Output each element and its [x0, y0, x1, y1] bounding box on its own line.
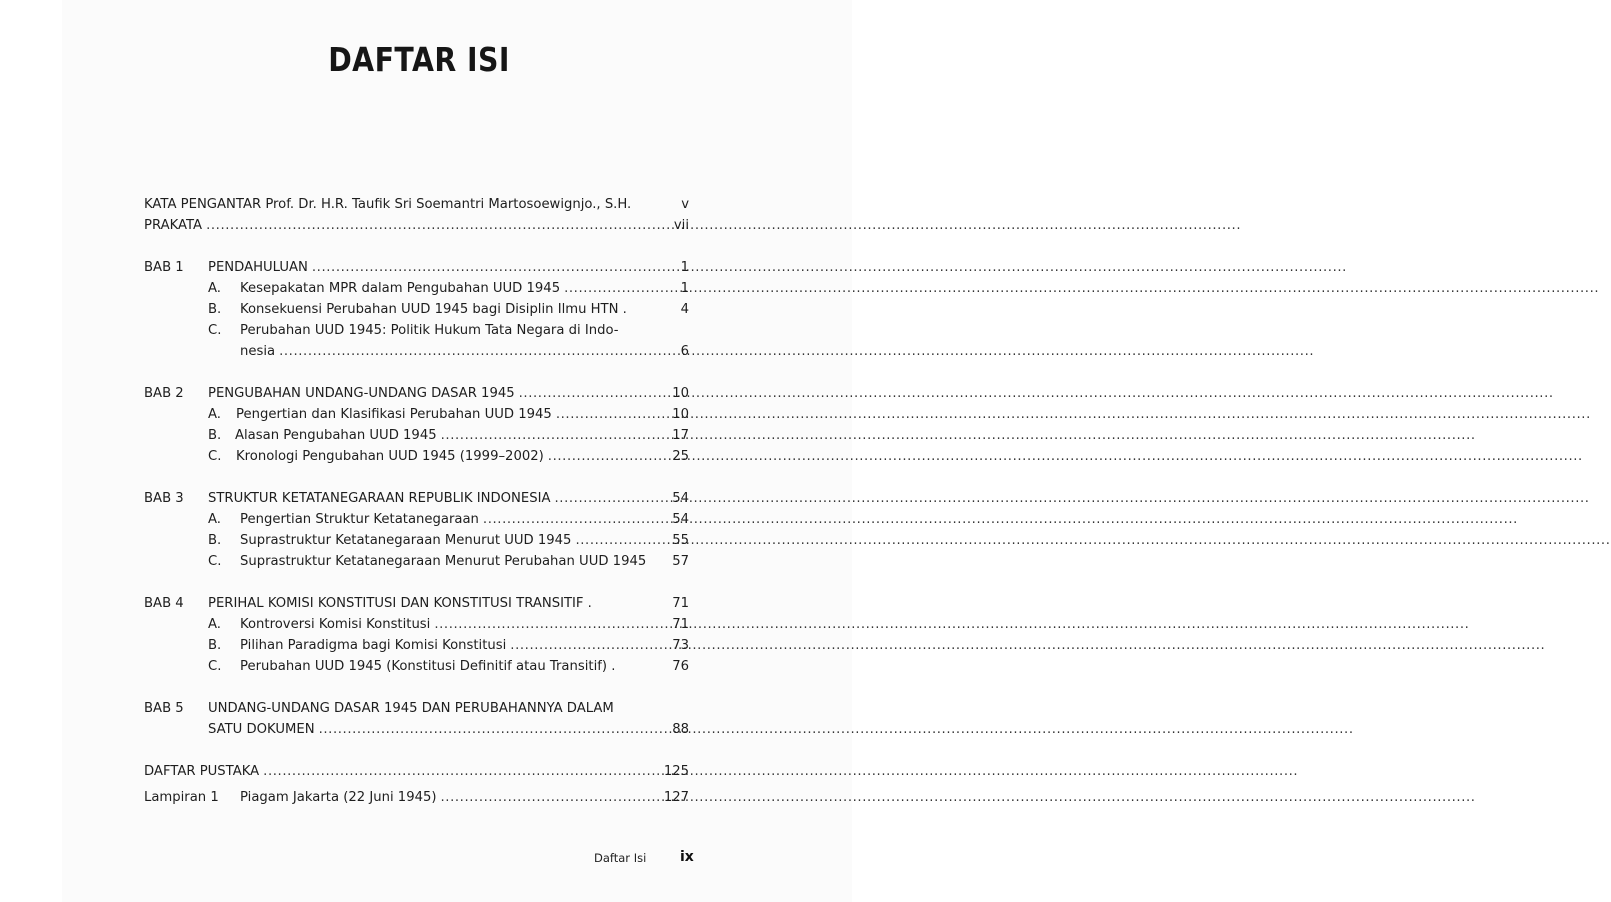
toc-page-number: 54: [672, 491, 689, 506]
section-title: Kontroversi Komisi Konstitusi: [240, 617, 431, 632]
dot-leader: [434, 615, 659, 635]
toc-chapter-bab-3[interactable]: [144, 489, 689, 509]
toc-page-number: 25: [672, 449, 689, 464]
dot-leader: [564, 279, 659, 299]
dot-leader: [519, 384, 659, 404]
toc-page-number: 71: [672, 617, 689, 632]
chapter-title: PENGUBAHAN UNDANG-UNDANG DASAR 1945: [208, 386, 515, 401]
chapter-title: PERIHAL KOMISI KONSTITUSI DAN KONSTITUSI TRANSITIF .: [208, 596, 592, 611]
toc-page-number: 127: [663, 790, 689, 805]
appendix-title: Piagam Jakarta (22 Juni 1945): [240, 790, 437, 805]
toc-entry-label: KATA PENGANTAR Prof. Dr. H.R. Taufik Sri Soemantri Martosoewignjo., S.H.: [144, 197, 632, 212]
toc-chapter-bab-5-continuation[interactable]: [144, 720, 689, 740]
chapter-number: BAB 1: [144, 260, 184, 275]
chapter-number: BAB 4: [144, 596, 184, 611]
section-letter: A.: [208, 407, 221, 422]
toc-page-number: 73: [672, 638, 689, 653]
section-title: Perubahan UUD 1945 (Konstitusi Definitif atau Transitif) .: [240, 659, 616, 674]
toc-page-number: 55: [672, 533, 689, 548]
section-letter: C.: [208, 659, 222, 674]
chapter-number: BAB 2: [144, 386, 184, 401]
toc-chapter-bab-4[interactable]: [144, 594, 689, 614]
toc-section[interactable]: [144, 279, 689, 299]
dot-leader: [441, 426, 659, 446]
toc-page-number: 1: [680, 260, 689, 275]
section-letter: C.: [208, 554, 222, 569]
section-letter: C.: [208, 323, 222, 338]
appendix-label: Lampiran 1: [144, 790, 219, 805]
toc-page-number: 88: [672, 722, 689, 737]
chapter-number: BAB 3: [144, 491, 184, 506]
folio-page-number: ix: [680, 849, 694, 865]
toc-section[interactable]: [144, 321, 689, 341]
toc-page-number: 125: [663, 764, 689, 779]
toc-page-number: 10: [672, 386, 689, 401]
toc-section[interactable]: [144, 426, 689, 446]
dot-leader: [548, 447, 659, 467]
dot-leader: [555, 489, 659, 509]
section-title: Pengertian dan Klasifikasi Perubahan UUD 1945: [236, 407, 552, 422]
toc-chapter-bab-5[interactable]: [144, 699, 689, 719]
chapter-title: UNDANG-UNDANG DASAR 1945 DAN PERUBAHANNYA DALAM: [208, 701, 614, 716]
section-title: Pengertian Struktur Ketatanegaraan: [240, 512, 479, 527]
section-letter: C.: [208, 449, 222, 464]
toc-chapter-bab-1[interactable]: [144, 258, 689, 278]
section-letter: B.: [208, 638, 222, 653]
toc-section-continuation[interactable]: [144, 342, 689, 362]
dot-leader: [206, 216, 659, 236]
section-title-continued: nesia: [240, 344, 276, 359]
running-footer-label: Daftar Isi: [594, 851, 647, 865]
section-letter: B.: [208, 533, 222, 548]
page-title: DAFTAR ISI: [328, 40, 510, 79]
toc-entry-daftar-pustaka[interactable]: [144, 762, 689, 782]
toc-page-number: vii: [673, 218, 689, 233]
section-title: Kesepakatan MPR dalam Pengubahan UUD 1945: [240, 281, 561, 296]
toc-page-number: 10: [672, 407, 689, 422]
dot-leader: [263, 762, 654, 782]
toc-section[interactable]: [144, 615, 689, 635]
section-title: Suprastruktur Ketatanegaraan Menurut UUD 1945: [240, 533, 572, 548]
toc-page-number: 54: [672, 512, 689, 527]
toc-page-number: 17: [672, 428, 689, 443]
toc-section[interactable]: [144, 510, 689, 530]
section-title: Pilihan Paradigma bagi Komisi Konstitusi: [240, 638, 507, 653]
toc-section[interactable]: [144, 300, 689, 320]
chapter-title: STRUKTUR KETATANEGARAAN REPUBLIK INDONESIA: [208, 491, 551, 506]
section-title: Perubahan UUD 1945: Politik Hukum Tata Negara di Indo-: [240, 323, 619, 338]
toc-entry-lampiran-1[interactable]: [144, 788, 689, 808]
toc-page-number: 6: [680, 344, 689, 359]
toc-section[interactable]: [144, 405, 689, 425]
toc-page-number: 57: [672, 554, 689, 569]
toc-page-number: v: [681, 197, 689, 212]
toc-section[interactable]: [144, 657, 689, 677]
toc-entry-kata-pengantar[interactable]: [144, 195, 689, 215]
toc-entry-label: PRAKATA: [144, 218, 203, 233]
toc-entry-prakata[interactable]: [144, 216, 689, 236]
chapter-title-continued: SATU DOKUMEN: [208, 722, 315, 737]
section-title: Konsekuensi Perubahan UUD 1945 bagi Disiplin Ilmu HTN .: [240, 302, 627, 317]
toc-section[interactable]: [144, 636, 689, 656]
dot-leader: [556, 405, 659, 425]
section-title: Suprastruktur Ketatanegaraan Menurut Perubahan UUD 1945: [240, 554, 647, 569]
dot-leader: [510, 636, 659, 656]
section-letter: A.: [208, 617, 221, 632]
dot-leader: [279, 342, 659, 362]
dot-leader: [319, 720, 659, 740]
chapter-title: PENDAHULUAN: [208, 260, 308, 275]
dot-leader: [312, 258, 659, 278]
dot-leader: [575, 531, 659, 551]
toc-section[interactable]: [144, 552, 689, 572]
chapter-number: BAB 5: [144, 701, 184, 716]
section-letter: A.: [208, 281, 221, 296]
toc-chapter-bab-2[interactable]: [144, 384, 689, 404]
toc-page-number: 4: [680, 302, 689, 317]
toc-section[interactable]: [144, 531, 689, 551]
toc-entry-label: DAFTAR PUSTAKA: [144, 764, 260, 779]
dot-leader: [441, 788, 654, 808]
toc-page-number: 1: [680, 281, 689, 296]
toc-page-number: 71: [672, 596, 689, 611]
section-letter: B.: [208, 428, 222, 443]
toc-page-number: 76: [672, 659, 689, 674]
section-letter: A.: [208, 512, 221, 527]
section-title: Alasan Pengubahan UUD 1945: [235, 428, 437, 443]
dot-leader: [483, 510, 659, 530]
toc-section[interactable]: [144, 447, 689, 467]
section-title: Kronologi Pengubahan UUD 1945 (1999–2002): [236, 449, 544, 464]
section-letter: B.: [208, 302, 222, 317]
